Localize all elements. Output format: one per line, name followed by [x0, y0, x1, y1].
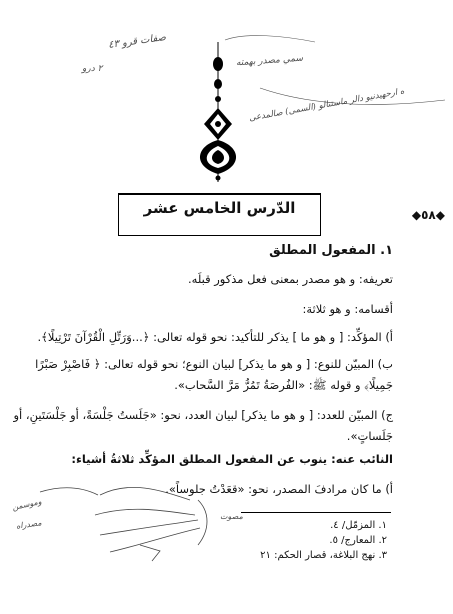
item-a-line: أ) المؤكِّد: [ و هو ما ] يذكر للتأكيد: نحو قوله تعالى: ﴿...وَرَتِّلِ الْقُرْآنَ تَرْتِيلًا﴾. [37, 330, 393, 344]
diamond-icon: ◆ [435, 208, 445, 222]
item-b-line-1: ب) المبيّن للنوع: [ و هو ما يذكر] لبيان النوع؛ نحو قوله تعالى: ﴿ فَاصْبِرْ صَبْرًا [35, 357, 393, 371]
handwritten-note-bottom-left-1: وموسمن [11, 497, 43, 512]
footnote-1: ١. المزمّل/ ٤. [330, 520, 387, 531]
diamond-icon: ◆ [411, 208, 422, 222]
definition-line: تعريفه: و هو مصدر بمعنى فعل مذكور قبلَه. [188, 272, 393, 286]
item-b-line-2: جَمِيلًا﴾ و قوله ﷺ: «الفُرصَةُ تَمُرُّ مَرَّ السَّحاب». [174, 378, 393, 392]
section-heading: ١. المفعول المطلق [269, 243, 393, 258]
item-c-line-1: ج) المبيّن للعدد: [ و هو ما يذكر] لبيان العدد، نحو: «جَلَستُ جَلْسَةً، أو جَلْسَتَينِ، أو [13, 408, 393, 422]
handwritten-note-top-right: صفات قرو ٤٣ [107, 32, 167, 51]
divisions-line: أقسامه: و هو ثلاثة: [302, 302, 393, 316]
footnote-3: ٣. نهج البلاغة، قصار الحكم: ٢١ [260, 550, 387, 561]
item-c-line-2: جَلَساتٍ». [346, 429, 393, 443]
lesson-title: الدّرس الخامس عشر [143, 199, 296, 217]
sub-item-a-line: أ) ما كان مرادفَ المصدر، نحو: «قعَدْتُ جلوساً». [165, 482, 393, 496]
handwritten-note-top-right-2: ٢ درو [82, 64, 103, 74]
footnote-separator [241, 512, 391, 513]
ornament-pendant-icon [188, 42, 248, 182]
footnote-2: ٢. المعارج/ ٥. [329, 535, 387, 546]
page-number-value: ٥٨ [421, 208, 436, 222]
handwritten-note-bottom-left-2: مصدراه [15, 518, 43, 531]
handwritten-note-top-center: سمي مصدر بهمته [235, 53, 304, 69]
handwritten-note-bottom-mid: مصوت [220, 512, 243, 521]
substitute-line: النائب عنه: ينوب عن المفعول المطلق المؤكِّد ثلاثةُ أشياء: [71, 452, 393, 466]
lesson-title-box [118, 193, 321, 236]
handwritten-note-side: ه ارحهيدنيو دالر ماستنالو (السمى) صالمدعى [248, 86, 406, 124]
page-number [412, 208, 445, 222]
